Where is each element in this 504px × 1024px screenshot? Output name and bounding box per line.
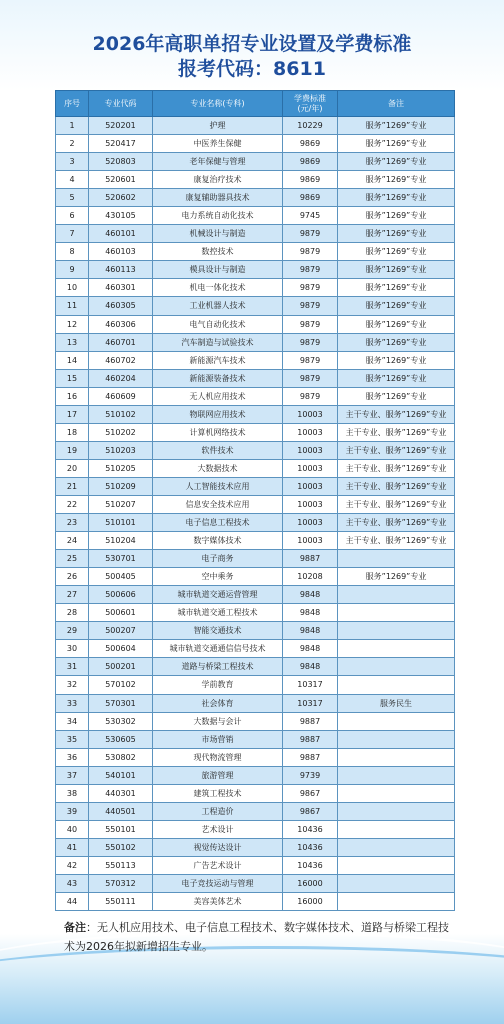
cell-remarks bbox=[338, 893, 455, 911]
cell-code: 460113 bbox=[89, 261, 153, 279]
table-row bbox=[56, 171, 455, 189]
table-row bbox=[56, 802, 455, 820]
table-row bbox=[56, 586, 455, 604]
cell-remarks: 服务”1269”专业 bbox=[338, 153, 455, 171]
cell-tuition: 10003 bbox=[283, 441, 338, 459]
footnote bbox=[64, 918, 459, 956]
table-row bbox=[56, 730, 455, 748]
cell-major-name: 老年保健与管理 bbox=[153, 153, 283, 171]
cell-tuition: 9848 bbox=[283, 586, 338, 604]
cell-major-name: 康复治疗技术 bbox=[153, 171, 283, 189]
cell-index: 10 bbox=[56, 279, 89, 297]
cell-major-name: 信息安全技术应用 bbox=[153, 495, 283, 513]
cell-index: 40 bbox=[56, 820, 89, 838]
table-row bbox=[56, 820, 455, 838]
cell-major-name: 智能交通技术 bbox=[153, 622, 283, 640]
cell-index: 22 bbox=[56, 495, 89, 513]
cell-remarks bbox=[338, 766, 455, 784]
cell-tuition: 9745 bbox=[283, 207, 338, 225]
cell-code: 460702 bbox=[89, 351, 153, 369]
cell-index: 18 bbox=[56, 423, 89, 441]
cell-tuition: 9869 bbox=[283, 171, 338, 189]
cell-code: 460306 bbox=[89, 315, 153, 333]
cell-index: 26 bbox=[56, 568, 89, 586]
cell-major-name: 大数据技术 bbox=[153, 459, 283, 477]
cell-major-name: 大数据与会计 bbox=[153, 712, 283, 730]
table-row bbox=[56, 351, 455, 369]
cell-tuition: 9739 bbox=[283, 766, 338, 784]
table-row bbox=[56, 784, 455, 802]
cell-major-name: 社会体育 bbox=[153, 694, 283, 712]
cell-code: 460101 bbox=[89, 225, 153, 243]
cell-index: 29 bbox=[56, 622, 89, 640]
table-row bbox=[56, 748, 455, 766]
cell-index: 30 bbox=[56, 640, 89, 658]
cell-code: 550102 bbox=[89, 838, 153, 856]
table-row bbox=[56, 874, 455, 892]
cell-remarks: 服务”1269”专业 bbox=[338, 333, 455, 351]
cell-remarks bbox=[338, 730, 455, 748]
cell-index: 42 bbox=[56, 856, 89, 874]
cell-code: 500601 bbox=[89, 604, 153, 622]
cell-remarks: 服务”1269”专业 bbox=[338, 117, 455, 135]
cell-remarks bbox=[338, 820, 455, 838]
table-header-row bbox=[56, 91, 455, 117]
cell-remarks: 服务”1269”专业 bbox=[338, 387, 455, 405]
cell-code: 510101 bbox=[89, 514, 153, 532]
table-row bbox=[56, 640, 455, 658]
cell-code: 520417 bbox=[89, 135, 153, 153]
cell-major-name: 旅游管理 bbox=[153, 766, 283, 784]
cell-code: 570312 bbox=[89, 874, 153, 892]
cell-code: 440501 bbox=[89, 802, 153, 820]
cell-code: 460305 bbox=[89, 297, 153, 315]
cell-tuition: 9867 bbox=[283, 802, 338, 820]
table-row bbox=[56, 477, 455, 495]
cell-remarks bbox=[338, 874, 455, 892]
cell-index: 28 bbox=[56, 604, 89, 622]
cell-tuition: 10003 bbox=[283, 514, 338, 532]
table-row bbox=[56, 459, 455, 477]
cell-remarks: 服务”1269”专业 bbox=[338, 315, 455, 333]
cell-major-name: 机电一体化技术 bbox=[153, 279, 283, 297]
cell-remarks: 服务”1269”专业 bbox=[338, 568, 455, 586]
cell-tuition: 10229 bbox=[283, 117, 338, 135]
cell-remarks: 服务”1269”专业 bbox=[338, 351, 455, 369]
cell-major-name: 人工智能技术应用 bbox=[153, 477, 283, 495]
cell-code: 530701 bbox=[89, 550, 153, 568]
cell-index: 31 bbox=[56, 658, 89, 676]
cell-index: 11 bbox=[56, 297, 89, 315]
cell-index: 13 bbox=[56, 333, 89, 351]
cell-major-name: 道路与桥梁工程技术 bbox=[153, 658, 283, 676]
cell-major-name: 无人机应用技术 bbox=[153, 387, 283, 405]
footnote-label: 备注 bbox=[64, 921, 86, 934]
exam-code: 报考代码：8611 bbox=[178, 58, 326, 80]
cell-code: 510202 bbox=[89, 423, 153, 441]
table-row bbox=[56, 225, 455, 243]
cell-tuition: 10317 bbox=[283, 694, 338, 712]
cell-tuition: 9887 bbox=[283, 712, 338, 730]
cell-major-name: 康复辅助器具技术 bbox=[153, 189, 283, 207]
cell-major-name: 城市轨道交通工程技术 bbox=[153, 604, 283, 622]
table-row bbox=[56, 369, 455, 387]
cell-major-name: 视觉传达设计 bbox=[153, 838, 283, 856]
cell-index: 33 bbox=[56, 694, 89, 712]
cell-tuition: 9867 bbox=[283, 784, 338, 802]
cell-remarks: 服务”1269”专业 bbox=[338, 279, 455, 297]
cell-remarks: 服务”1269”专业 bbox=[338, 243, 455, 261]
cell-index: 32 bbox=[56, 676, 89, 694]
cell-remarks: 主干专业、服务”1269”专业 bbox=[338, 441, 455, 459]
cell-tuition: 9879 bbox=[283, 243, 338, 261]
table-row bbox=[56, 405, 455, 423]
table-row bbox=[56, 423, 455, 441]
cell-tuition: 9848 bbox=[283, 658, 338, 676]
cell-remarks bbox=[338, 604, 455, 622]
cell-index: 20 bbox=[56, 459, 89, 477]
cell-code: 510205 bbox=[89, 459, 153, 477]
cell-major-name: 新能源汽车技术 bbox=[153, 351, 283, 369]
cell-index: 5 bbox=[56, 189, 89, 207]
table-row bbox=[56, 712, 455, 730]
cell-code: 500604 bbox=[89, 640, 153, 658]
cell-major-name: 模具设计与制造 bbox=[153, 261, 283, 279]
cell-tuition: 9879 bbox=[283, 279, 338, 297]
cell-index: 38 bbox=[56, 784, 89, 802]
cell-remarks bbox=[338, 622, 455, 640]
header-code: 专业代码 bbox=[89, 91, 153, 117]
cell-major-name: 城市轨道交通运营管理 bbox=[153, 586, 283, 604]
cell-index: 44 bbox=[56, 893, 89, 911]
cell-code: 500606 bbox=[89, 586, 153, 604]
cell-tuition: 9879 bbox=[283, 351, 338, 369]
cell-major-name: 学前教育 bbox=[153, 676, 283, 694]
cell-code: 510102 bbox=[89, 405, 153, 423]
cell-code: 460103 bbox=[89, 243, 153, 261]
cell-index: 3 bbox=[56, 153, 89, 171]
cell-code: 440301 bbox=[89, 784, 153, 802]
cell-major-name: 中医养生保健 bbox=[153, 135, 283, 153]
cell-tuition: 9887 bbox=[283, 748, 338, 766]
cell-code: 570301 bbox=[89, 694, 153, 712]
cell-index: 35 bbox=[56, 730, 89, 748]
cell-remarks: 服务民生 bbox=[338, 694, 455, 712]
cell-code: 530605 bbox=[89, 730, 153, 748]
cell-tuition: 9879 bbox=[283, 387, 338, 405]
cell-major-name: 物联网应用技术 bbox=[153, 405, 283, 423]
table-row bbox=[56, 514, 455, 532]
cell-major-name: 软件技术 bbox=[153, 441, 283, 459]
cell-code: 550111 bbox=[89, 893, 153, 911]
cell-index: 34 bbox=[56, 712, 89, 730]
cell-index: 39 bbox=[56, 802, 89, 820]
table-row bbox=[56, 622, 455, 640]
cell-tuition: 9848 bbox=[283, 622, 338, 640]
cell-remarks bbox=[338, 550, 455, 568]
table-row bbox=[56, 261, 455, 279]
cell-major-name: 汽车制造与试验技术 bbox=[153, 333, 283, 351]
table-row bbox=[56, 838, 455, 856]
cell-index: 15 bbox=[56, 369, 89, 387]
cell-tuition: 10208 bbox=[283, 568, 338, 586]
cell-code: 550113 bbox=[89, 856, 153, 874]
cell-major-name: 数控技术 bbox=[153, 243, 283, 261]
cell-code: 500405 bbox=[89, 568, 153, 586]
cell-index: 1 bbox=[56, 117, 89, 135]
cell-code: 520201 bbox=[89, 117, 153, 135]
cell-major-name: 城市轨道交通通信信号技术 bbox=[153, 640, 283, 658]
header-index: 序号 bbox=[56, 91, 89, 117]
table-row bbox=[56, 441, 455, 459]
cell-remarks: 主干专业、服务”1269”专业 bbox=[338, 514, 455, 532]
table-body bbox=[56, 117, 455, 911]
cell-code: 520601 bbox=[89, 171, 153, 189]
cell-index: 16 bbox=[56, 387, 89, 405]
cell-code: 430105 bbox=[89, 207, 153, 225]
cell-code: 460701 bbox=[89, 333, 153, 351]
cell-tuition: 9848 bbox=[283, 604, 338, 622]
cell-major-name: 电子竞技运动与管理 bbox=[153, 874, 283, 892]
cell-remarks bbox=[338, 856, 455, 874]
table-row bbox=[56, 676, 455, 694]
cell-remarks: 主干专业、服务”1269”专业 bbox=[338, 423, 455, 441]
cell-tuition: 9869 bbox=[283, 153, 338, 171]
cell-code: 510209 bbox=[89, 477, 153, 495]
cell-major-name: 现代物流管理 bbox=[153, 748, 283, 766]
table-row bbox=[56, 333, 455, 351]
table-row bbox=[56, 243, 455, 261]
cell-remarks bbox=[338, 712, 455, 730]
cell-tuition: 10003 bbox=[283, 459, 338, 477]
header-tuition: 学费标准 (元/年) bbox=[283, 91, 338, 117]
cell-tuition: 10317 bbox=[283, 676, 338, 694]
cell-index: 41 bbox=[56, 838, 89, 856]
cell-index: 7 bbox=[56, 225, 89, 243]
cell-major-name: 市场营销 bbox=[153, 730, 283, 748]
cell-remarks bbox=[338, 658, 455, 676]
cell-major-name: 美容美体艺术 bbox=[153, 893, 283, 911]
cell-remarks: 服务”1269”专业 bbox=[338, 189, 455, 207]
cell-remarks bbox=[338, 748, 455, 766]
wave-decoration-2 bbox=[0, 946, 504, 1019]
cell-index: 14 bbox=[56, 351, 89, 369]
table-row bbox=[56, 532, 455, 550]
cell-index: 37 bbox=[56, 766, 89, 784]
cell-tuition: 10003 bbox=[283, 532, 338, 550]
cell-remarks: 服务”1269”专业 bbox=[338, 171, 455, 189]
cell-index: 23 bbox=[56, 514, 89, 532]
cell-index: 19 bbox=[56, 441, 89, 459]
cell-remarks: 服务”1269”专业 bbox=[338, 225, 455, 243]
cell-code: 510204 bbox=[89, 532, 153, 550]
cell-code: 530802 bbox=[89, 748, 153, 766]
cell-remarks: 主干专业、服务”1269”专业 bbox=[338, 459, 455, 477]
cell-remarks: 主干专业、服务”1269”专业 bbox=[338, 495, 455, 513]
cell-major-name: 新能源装备技术 bbox=[153, 369, 283, 387]
table-row bbox=[56, 550, 455, 568]
cell-remarks: 服务”1269”专业 bbox=[338, 261, 455, 279]
cell-major-name: 广告艺术设计 bbox=[153, 856, 283, 874]
cell-index: 2 bbox=[56, 135, 89, 153]
cell-major-name: 艺术设计 bbox=[153, 820, 283, 838]
cell-tuition: 9869 bbox=[283, 189, 338, 207]
cell-tuition: 10003 bbox=[283, 423, 338, 441]
cell-tuition: 9879 bbox=[283, 315, 338, 333]
header-major-name: 专业名称(专科) bbox=[153, 91, 283, 117]
cell-tuition: 16000 bbox=[283, 874, 338, 892]
cell-tuition: 9869 bbox=[283, 135, 338, 153]
cell-major-name: 机械设计与制造 bbox=[153, 225, 283, 243]
footnote-text: ：无人机应用技术、电子信息工程技术、数字媒体技术、道路与桥梁工程技术为2026年拟新增招生专业。 bbox=[64, 921, 449, 953]
cell-index: 4 bbox=[56, 171, 89, 189]
cell-tuition: 9879 bbox=[283, 333, 338, 351]
cell-remarks bbox=[338, 802, 455, 820]
cell-major-name: 数字媒体技术 bbox=[153, 532, 283, 550]
cell-index: 21 bbox=[56, 477, 89, 495]
cell-code: 500207 bbox=[89, 622, 153, 640]
table-row bbox=[56, 117, 455, 135]
table-row bbox=[56, 856, 455, 874]
table-row bbox=[56, 568, 455, 586]
cell-code: 520602 bbox=[89, 189, 153, 207]
cell-index: 9 bbox=[56, 261, 89, 279]
cell-remarks bbox=[338, 784, 455, 802]
cell-remarks: 服务”1269”专业 bbox=[338, 135, 455, 153]
cell-tuition: 9879 bbox=[283, 225, 338, 243]
table-row bbox=[56, 207, 455, 225]
cell-remarks: 服务”1269”专业 bbox=[338, 207, 455, 225]
cell-tuition: 16000 bbox=[283, 893, 338, 911]
cell-code: 460609 bbox=[89, 387, 153, 405]
cell-index: 27 bbox=[56, 586, 89, 604]
cell-code: 570102 bbox=[89, 676, 153, 694]
cell-remarks bbox=[338, 586, 455, 604]
cell-tuition: 9887 bbox=[283, 550, 338, 568]
cell-tuition: 10436 bbox=[283, 838, 338, 856]
cell-tuition: 9848 bbox=[283, 640, 338, 658]
table-row bbox=[56, 387, 455, 405]
cell-major-name: 计算机网络技术 bbox=[153, 423, 283, 441]
cell-index: 43 bbox=[56, 874, 89, 892]
table-row bbox=[56, 893, 455, 911]
cell-tuition: 10003 bbox=[283, 405, 338, 423]
cell-major-name: 建筑工程技术 bbox=[153, 784, 283, 802]
cell-remarks: 主干专业、服务”1269”专业 bbox=[338, 477, 455, 495]
cell-tuition: 9879 bbox=[283, 369, 338, 387]
table-row bbox=[56, 279, 455, 297]
cell-tuition: 10436 bbox=[283, 856, 338, 874]
cell-remarks bbox=[338, 838, 455, 856]
table-row bbox=[56, 189, 455, 207]
cell-index: 8 bbox=[56, 243, 89, 261]
majors-fee-table bbox=[55, 90, 455, 911]
cell-index: 24 bbox=[56, 532, 89, 550]
page-title: 2026年高职单招专业设置及学费标准 bbox=[92, 33, 412, 55]
cell-code: 460204 bbox=[89, 369, 153, 387]
cell-tuition: 10436 bbox=[283, 820, 338, 838]
cell-major-name: 工程造价 bbox=[153, 802, 283, 820]
cell-major-name: 电子商务 bbox=[153, 550, 283, 568]
cell-remarks bbox=[338, 640, 455, 658]
table-row bbox=[56, 658, 455, 676]
cell-index: 36 bbox=[56, 748, 89, 766]
cell-code: 500201 bbox=[89, 658, 153, 676]
cell-code: 520803 bbox=[89, 153, 153, 171]
cell-major-name: 电力系统自动化技术 bbox=[153, 207, 283, 225]
cell-remarks bbox=[338, 676, 455, 694]
cell-code: 510207 bbox=[89, 495, 153, 513]
cell-index: 6 bbox=[56, 207, 89, 225]
cell-index: 25 bbox=[56, 550, 89, 568]
cell-major-name: 护理 bbox=[153, 117, 283, 135]
table-row bbox=[56, 604, 455, 622]
cell-tuition: 9887 bbox=[283, 730, 338, 748]
cell-tuition: 9879 bbox=[283, 297, 338, 315]
cell-remarks: 服务”1269”专业 bbox=[338, 369, 455, 387]
table-row bbox=[56, 297, 455, 315]
table-row bbox=[56, 694, 455, 712]
cell-tuition: 9879 bbox=[283, 261, 338, 279]
cell-major-name: 空中乘务 bbox=[153, 568, 283, 586]
table-row bbox=[56, 153, 455, 171]
cell-major-name: 工业机器人技术 bbox=[153, 297, 283, 315]
cell-code: 510203 bbox=[89, 441, 153, 459]
cell-index: 17 bbox=[56, 405, 89, 423]
cell-remarks: 主干专业、服务”1269”专业 bbox=[338, 532, 455, 550]
table-row bbox=[56, 135, 455, 153]
cell-index: 12 bbox=[56, 315, 89, 333]
cell-remarks: 服务”1269”专业 bbox=[338, 297, 455, 315]
header-remarks: 备注 bbox=[338, 91, 455, 117]
cell-remarks: 主干专业、服务”1269”专业 bbox=[338, 405, 455, 423]
table-row bbox=[56, 766, 455, 784]
cell-code: 530302 bbox=[89, 712, 153, 730]
cell-code: 540101 bbox=[89, 766, 153, 784]
cell-tuition: 10003 bbox=[283, 495, 338, 513]
cell-tuition: 10003 bbox=[283, 477, 338, 495]
cell-major-name: 电气自动化技术 bbox=[153, 315, 283, 333]
cell-code: 460301 bbox=[89, 279, 153, 297]
cell-major-name: 电子信息工程技术 bbox=[153, 514, 283, 532]
table-row bbox=[56, 495, 455, 513]
cell-code: 550101 bbox=[89, 820, 153, 838]
table-row bbox=[56, 315, 455, 333]
